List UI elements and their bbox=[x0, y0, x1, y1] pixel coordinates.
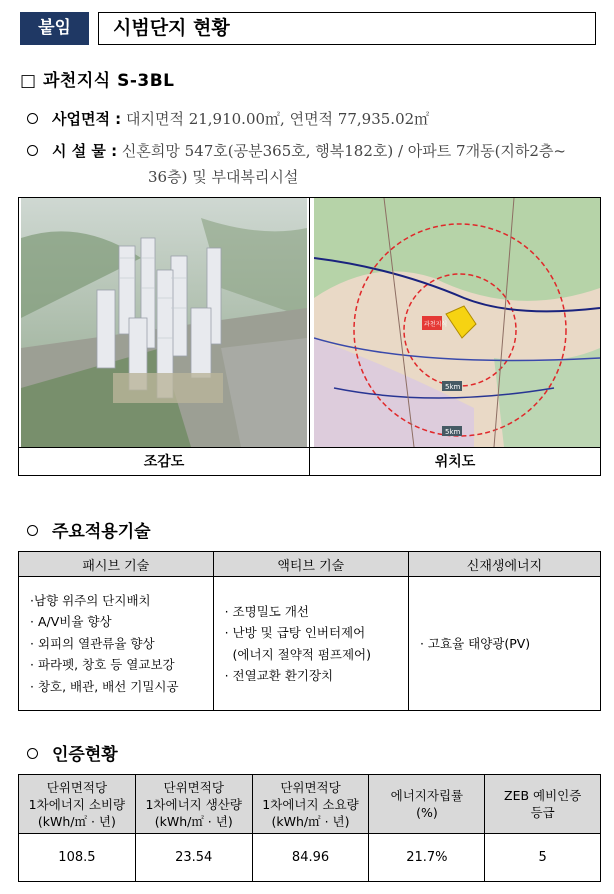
cert-value-zeb-grade: 5 bbox=[485, 834, 601, 882]
tech-table bbox=[18, 551, 601, 711]
active-header: 액티브 기술 bbox=[213, 552, 408, 577]
area-label: 사업면적 : bbox=[52, 110, 122, 128]
cert-value-production: 23.54 bbox=[135, 834, 252, 882]
area-row bbox=[27, 108, 429, 129]
passive-cell bbox=[19, 577, 214, 711]
area-value: 대지면적 21,910.00㎡, 연면적 77,935.02㎡ bbox=[125, 110, 430, 128]
map-site-label: 과천지식 bbox=[424, 321, 448, 328]
tech-heading-text: 주요적용기술 bbox=[52, 522, 151, 542]
location-map bbox=[314, 198, 600, 447]
table-divider bbox=[309, 198, 310, 475]
list-item: · A/V비율 향상 bbox=[30, 614, 112, 630]
list-item: · 외피의 열관류율 향상 bbox=[30, 635, 155, 651]
image-table bbox=[18, 197, 601, 476]
list-item: ·남향 위주의 단지배치 bbox=[30, 592, 151, 608]
circle-bullet-icon bbox=[27, 113, 38, 124]
cert-header-production: 단위면적당 1차에너지 생산량 (kWh/㎡ · 년) bbox=[135, 775, 252, 834]
cert-header-zeb-grade: ZEB 예비인증 등급 bbox=[485, 775, 601, 834]
cert-heading-text: 인증현황 bbox=[52, 745, 118, 765]
active-cell bbox=[213, 577, 408, 711]
list-item: · 고효율 태양광(PV) bbox=[419, 635, 531, 651]
rendering-caption: 조감도 bbox=[19, 447, 309, 476]
cert-header-consumption: 단위면적당 1차에너지 소비량 (kWh/㎡ · 년) bbox=[19, 775, 136, 834]
facility-row bbox=[27, 140, 566, 161]
list-item: · 파라펫, 창호 등 열교보강 bbox=[30, 657, 175, 673]
facility-label: 시 설 물 : bbox=[52, 142, 118, 160]
map-5km-label: 5km bbox=[445, 383, 461, 391]
cert-value-self-sufficiency: 21.7% bbox=[369, 834, 485, 882]
list-item: (에너지 절약적 펌프제어) bbox=[224, 646, 371, 662]
map-5km-label-b: 5km bbox=[445, 428, 461, 436]
attachment-tag: 붙임 bbox=[20, 12, 89, 45]
circle-bullet-icon bbox=[27, 525, 38, 536]
facility-value-line2: 36층) 및 부대복리시설 bbox=[148, 168, 299, 186]
page-title: 시범단지 현황 bbox=[98, 12, 596, 45]
facility-value-line1: 신혼희망 547호(공분365호, 행복182호) / 아파트 7개동(지하2층~ bbox=[121, 142, 566, 160]
list-item: · 난방 및 급탕 인버터제어 bbox=[224, 625, 366, 640]
passive-header: 패시브 기술 bbox=[19, 552, 214, 577]
bird-eye-rendering bbox=[21, 198, 307, 447]
map-caption: 위치도 bbox=[310, 447, 600, 476]
renewable-header: 신재생에너지 bbox=[408, 552, 600, 577]
cert-heading bbox=[27, 740, 118, 765]
circle-bullet-icon bbox=[27, 748, 38, 759]
tech-heading bbox=[27, 517, 151, 542]
list-item: · 조명밀도 개선 bbox=[224, 603, 309, 619]
cert-value-consumption: 108.5 bbox=[19, 834, 136, 882]
project-heading: □ 과천지식 S-3BL bbox=[20, 71, 175, 91]
cert-table bbox=[18, 774, 601, 882]
circle-bullet-icon bbox=[27, 145, 38, 156]
list-item: · 창호, 배관, 배선 기밀시공 bbox=[30, 678, 179, 694]
cert-header-requirement: 단위면적당 1차에너지 소요량 (kWh/㎡ · 년) bbox=[252, 775, 369, 834]
cert-value-requirement: 84.96 bbox=[252, 834, 369, 882]
cert-header-self-sufficiency: 에너지자립률 (%) bbox=[369, 775, 485, 834]
list-item: · 전열교환 환기장치 bbox=[224, 668, 334, 683]
renewable-cell bbox=[408, 577, 600, 711]
